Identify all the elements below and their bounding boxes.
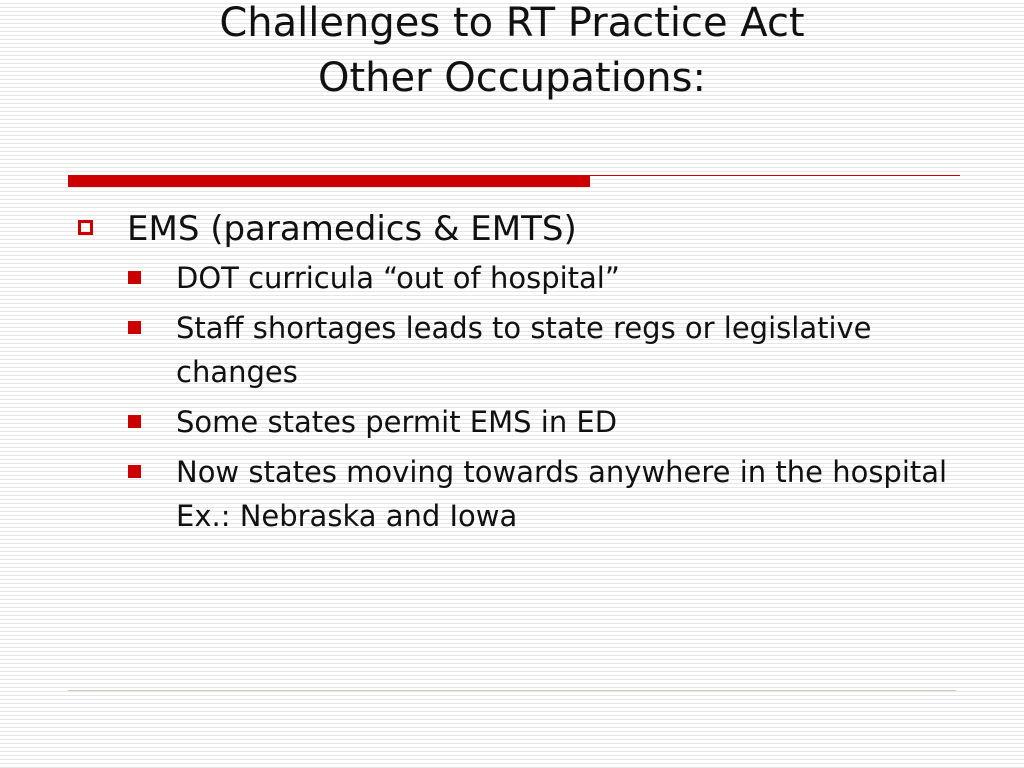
title-line-2: Other Occupations: <box>318 55 706 101</box>
filled-square-bullet-icon <box>128 465 141 478</box>
sub-bullet-text: Now states moving towards anywhere in the hospital Ex.: Nebraska and Iowa <box>176 455 948 533</box>
bullet-item <box>78 206 958 252</box>
sub-bullet-text: Staff shortages leads to state regs or legislative changes <box>176 311 872 389</box>
hollow-square-bullet-icon <box>78 220 93 235</box>
title-underline-thick <box>68 175 590 187</box>
filled-square-bullet-icon <box>128 321 141 334</box>
sub-bullet-text: Some states permit EMS in ED <box>176 405 618 439</box>
sub-bullet-text: DOT curricula “out of hospital” <box>176 261 620 295</box>
slide-title <box>0 0 1024 106</box>
filled-square-bullet-icon <box>128 415 141 428</box>
sub-bullet-item <box>128 256 958 300</box>
sub-bullet-item <box>128 450 958 538</box>
slide-body <box>78 206 958 544</box>
title-underline-thin <box>590 175 960 176</box>
filled-square-bullet-icon <box>128 271 141 284</box>
sub-bullet-item <box>128 400 958 444</box>
sub-bullet-item <box>128 306 958 394</box>
footer-divider <box>68 690 956 691</box>
title-line-1: Challenges to RT Practice Act <box>219 0 805 46</box>
sub-bullet-list <box>78 256 958 538</box>
bullet-text: EMS (paramedics & EMTS) <box>127 209 577 249</box>
